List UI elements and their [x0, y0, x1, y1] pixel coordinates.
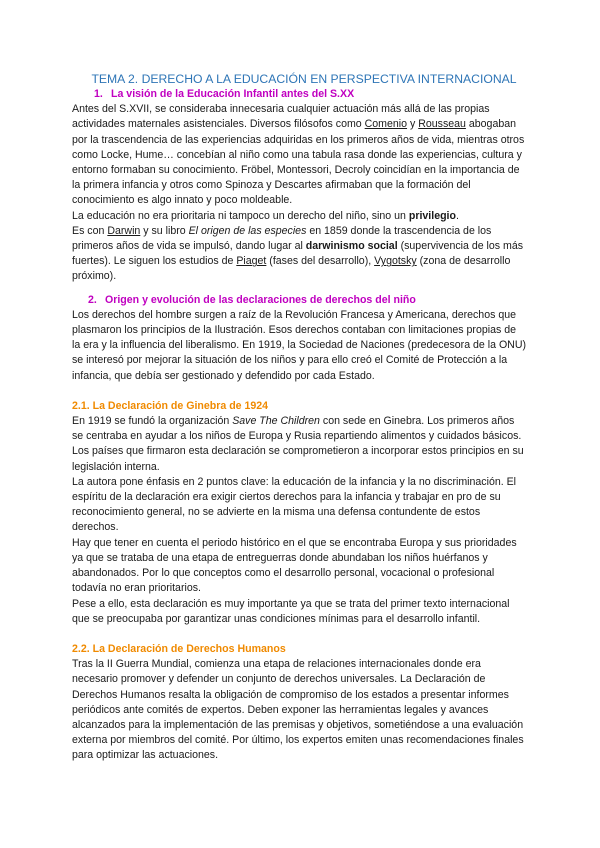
text-run: con sede en Ginebra. Los primeros años se centraba en ayudar a los niños de Europa y Rusia repartiendo alimentos y cuidados básicos. Los países que firmaron esta declaración se comprometieron a incorporar estos principios en su legislación interna.: [72, 415, 524, 473]
text-run: y: [407, 118, 419, 131]
section-1-heading: [72, 87, 526, 102]
section-2-1-heading: 2.1. La Declaración de Ginebra de 1924: [72, 399, 269, 412]
book-title: El origen de las especies: [188, 224, 307, 237]
text-run: y su libro: [140, 224, 189, 237]
section-2-1-paragraph-3: Hay que tener en cuenta el periodo histórico en el que se encontraba Europa y sus prioridades ya que se trataba de una etapa de entreguerras donde abundaban los niños huérfanos y abandonados. Por lo que conceptos como el desarrollo personal, vocacional o profesional todavía no eran prioritarios.: [72, 536, 517, 595]
section-2-1-paragraph-4: Pese a ello, esta declaración es muy importante ya que se trata del primer texto internacional que se preocupaba por garantizar unas condiciones mínimas para el desarrollo infantil.: [72, 597, 510, 625]
section-2-1-paragraph-2: La autora pone énfasis en 2 puntos clave: la educación de la infancia y la no discriminación. El espíritu de la declaración era exigir ciertos derechos para la infancia y trabajar en pro de su reconocimiento general, no se advierte en la misma una defensa contundente de estos derechos.: [72, 475, 517, 534]
section-1-paragraph-3: [72, 224, 526, 285]
text-run: abogaban por la trascendencia de las experiencias adquiridas en los primeros años de vida, mientras otros como Locke, Hume… concebían al niño como una tabula rasa donde las experiencias, cultura y entorno formaban su conocimiento. Fröbel, Montessori, Decroly coincidían en la importancia de la primera infancia y otros como Spinoza y Descartes afirmaban que la formación del conocimiento es algo innato y poco moldeable.: [72, 118, 525, 207]
text-run: (fases del desarrollo),: [266, 255, 375, 268]
section-2-heading-text: Origen y evolución de las declaraciones de derechos del niño: [105, 293, 416, 306]
section-2-paragraph-1: Los derechos del hombre surgen a raíz de la Revolución Francesa y Americana, derechos que plasmaron los principios de la Ilustración. Esos derechos contaban con limitaciones propias de la era y la influencia del liberalismo. En 1919, la Sociedad de Naciones (predecesora de la ONU) se interesó por mejorar la situación de los niños y para ello creó el Comité de Protección a la infancia, que debía ser gestionado y defendido por cada Estado.: [72, 308, 527, 382]
section-1-heading-text: La visión de la Educación Infantil antes del S.XX: [111, 88, 355, 100]
bold-privilegio: privilegio: [408, 209, 456, 222]
document-title: TEMA 2. DERECHO A LA EDUCACIÓN EN PERSPECTIVA INTERNACIONAL: [91, 72, 517, 86]
section-1-number: 1.: [94, 88, 103, 100]
bold-darwinismo-social: darwinismo social: [305, 240, 398, 253]
link-darwin[interactable]: Darwin: [107, 224, 141, 237]
section-2-number: 2.: [88, 293, 97, 306]
org-name: Save The Children: [232, 415, 320, 428]
text-run: Es con: [72, 224, 108, 237]
section-2-heading: [72, 293, 526, 308]
link-rousseau[interactable]: Rousseau: [418, 118, 466, 131]
section-2-2-heading: 2.2. La Declaración de Derechos Humanos: [72, 642, 286, 655]
text-run: En 1919 se fundó la organización: [72, 415, 233, 428]
section-2-2-paragraph-1: Tras la II Guerra Mundial, comienza una etapa de relaciones internacionales donde era necesario promover y defender un conjunto de derechos universales. La Declaración de Derechos Humanos resalta la obligación de compromiso de los estados a presentar informes periódicos ante comités de expertos. Deben exponer las herramientas legales y avances alcanzados para la implementación de las premisas y objetivos, sometiéndose a una evaluación externa por miembros del comité. Por último, los expertos emiten unas recomendaciones finales para optimizar las actuaciones.: [72, 658, 524, 762]
text-run: Antes del S.XVII, se consideraba innecesaria cualquier actuación más allá de las propias actividades maternales asistenciales. Diversos filósofos como: [72, 103, 490, 131]
text-run: (zona de desarrollo próximo).: [72, 255, 511, 283]
text-run: (supervivencia de los más fuertes). Le siguen los estudios de: [72, 240, 524, 268]
text-run: en 1859 donde la trascendencia de los primeros años de vida se impulsó, dando lugar al: [72, 224, 492, 253]
text-run: .: [455, 209, 459, 222]
link-comenio[interactable]: Comenio: [364, 118, 408, 131]
section-1-paragraph-1: [72, 102, 526, 208]
link-vygotsky[interactable]: Vygotsky: [374, 255, 417, 268]
link-piaget[interactable]: Piaget: [236, 255, 267, 268]
section-2-1-paragraph-1: [72, 414, 526, 475]
text-run: La educación no era prioritaria ni tampoco un derecho del niño, sino un: [72, 209, 409, 222]
section-1-paragraph-2: [72, 209, 526, 224]
